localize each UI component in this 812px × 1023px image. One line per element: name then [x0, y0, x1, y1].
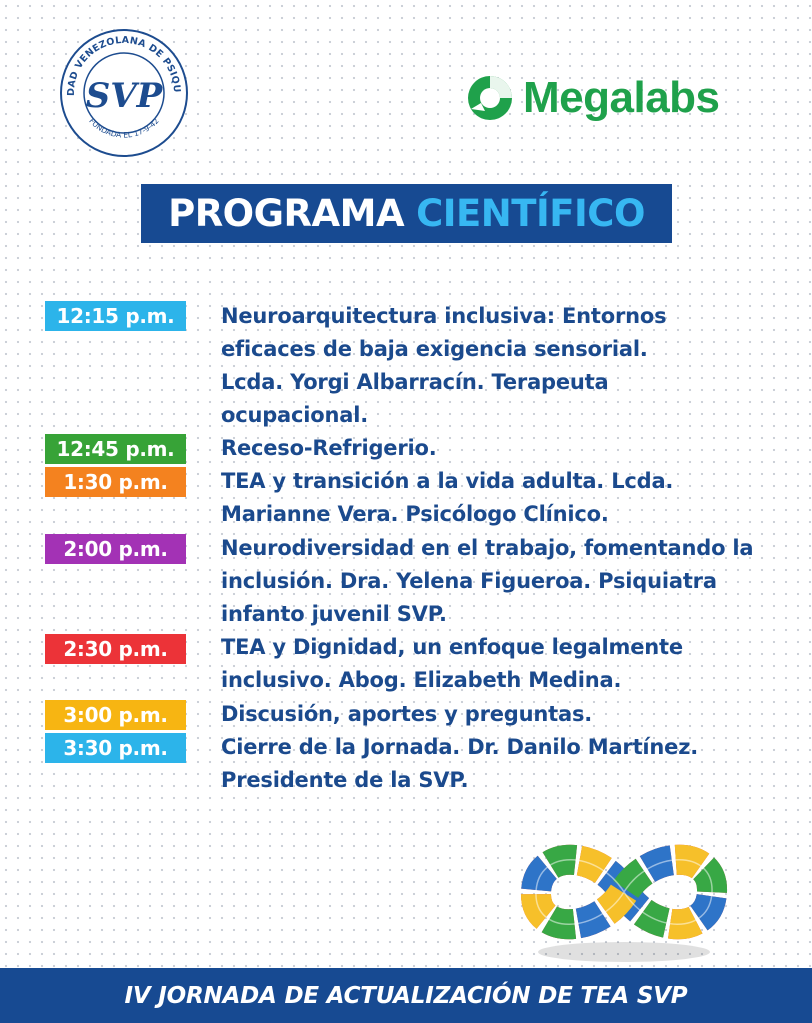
entry-line: Neurodiversidad en el trabajo, fomentando la [221, 536, 754, 560]
footer-banner [0, 968, 812, 1023]
entry-line: Marianne Vera. Psicólogo Clínico. [221, 502, 609, 526]
entry-line: eficaces de baja exigencia sensorial. [221, 337, 648, 361]
logo-monogram: SVP [85, 76, 163, 116]
megalabs-mark-icon [467, 75, 513, 121]
schedule-entry [221, 465, 796, 531]
megalabs-logo [467, 70, 720, 126]
title-word-cientifico: CIENTÍFICO [416, 192, 645, 235]
megalabs-name: Megalabs [523, 73, 720, 122]
entry-line: inclusión. Dra. Yelena Figueroa. Psiquiatra [221, 569, 717, 593]
schedule-entry [221, 631, 796, 697]
svp-logo [58, 27, 190, 159]
time-badge: 1:30 p.m. [45, 467, 186, 497]
entry-line: infanto juvenil SVP. [221, 602, 447, 626]
entry-line: inclusivo. Abog. Elizabeth Medina. [221, 668, 622, 692]
time-badge: 3:30 p.m. [45, 733, 186, 763]
puzzle-infinity-icon [518, 820, 730, 970]
entry-line: Receso-Refrigerio. [221, 436, 437, 460]
time-badge: 12:45 p.m. [45, 434, 186, 464]
schedule-entry [221, 532, 796, 631]
entry-line: TEA y Dignidad, un enfoque legalmente [221, 635, 683, 659]
entry-line: ocupacional. [221, 403, 368, 427]
logo-ring-text: DAD VENEZOLANA DE PSIQU [65, 34, 183, 97]
time-badge: 2:00 p.m. [45, 534, 186, 564]
schedule-entry [221, 698, 796, 731]
entry-line: TEA y transición a la vida adulta. Lcda. [221, 469, 674, 493]
entry-line: Presidente de la SVP. [221, 768, 469, 792]
entry-line: Lcda. Yorgi Albarracín. Terapeuta [221, 370, 609, 394]
entry-line: Discusión, aportes y preguntas. [221, 702, 593, 726]
time-badge: 12:15 p.m. [45, 301, 186, 331]
schedule-entry [221, 432, 796, 465]
time-badge: 2:30 p.m. [45, 634, 186, 664]
entry-line: Neuroarquitectura inclusiva: Entornos [221, 304, 667, 328]
time-badge: 3:00 p.m. [45, 700, 186, 730]
title-word-programa: PROGRAMA [168, 192, 405, 235]
program-title [141, 184, 672, 243]
footer-text: IV JORNADA DE ACTUALIZACIÓN DE TEA SVP [124, 982, 688, 1009]
logo-founded-text: FUNDADA EL 17-9-42 [87, 116, 161, 140]
entry-line: Cierre de la Jornada. Dr. Danilo Martínez. [221, 735, 699, 759]
schedule-entry [221, 731, 796, 797]
schedule-entry [221, 300, 796, 432]
